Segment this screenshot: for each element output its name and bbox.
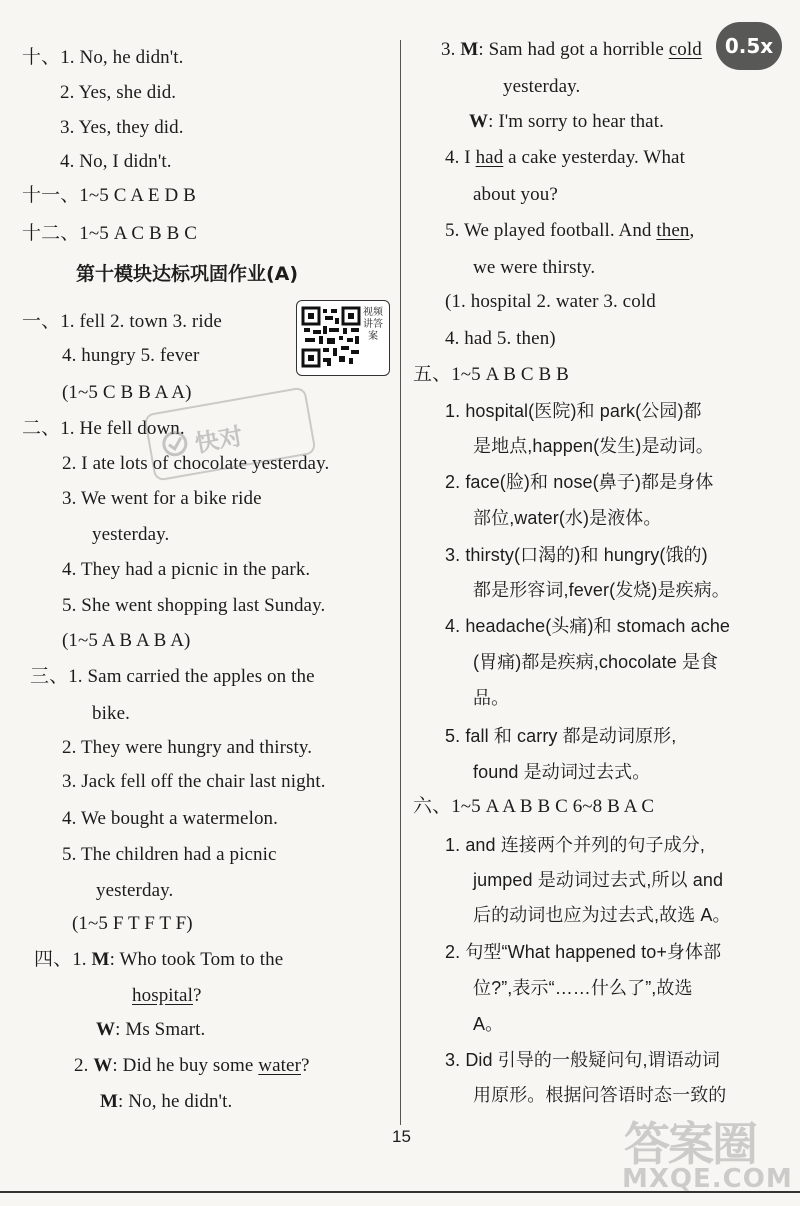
dialogue-line bbox=[445, 219, 694, 243]
dialogue-text: : I'm sorry to hear that. bbox=[488, 111, 664, 132]
answer-line: 2. I ate lots of chocolate yesterday. bbox=[62, 453, 330, 474]
explanation-line: 都是形容词,fever(发烧)是疾病。 bbox=[473, 580, 730, 600]
watermark-logo: 答案圈 bbox=[624, 1117, 756, 1171]
explanation-line: A。 bbox=[473, 1014, 504, 1034]
speaker: W bbox=[96, 1019, 116, 1040]
answer-line: (1. hospital 2. water 3. cold bbox=[445, 291, 656, 312]
speaker: M bbox=[460, 39, 479, 60]
dialogue-text: : Who took Tom to the bbox=[109, 949, 284, 970]
playback-speed-button[interactable]: 0.5x bbox=[716, 22, 782, 70]
bottom-rule bbox=[0, 1191, 800, 1193]
answer-line: 4. They had a picnic in the park. bbox=[62, 559, 311, 580]
answer-line: 3. We went for a bike ride bbox=[62, 488, 262, 509]
dialogue-line bbox=[74, 1054, 310, 1078]
dialogue-line: we were thirsty. bbox=[473, 257, 596, 278]
answer-line: 4. had 5. then) bbox=[445, 328, 556, 349]
dialogue-text: 4. I bbox=[445, 147, 476, 168]
dialogue-text: ? bbox=[192, 985, 202, 1006]
dialogue-text: 5. We played football. And bbox=[445, 220, 657, 241]
column-divider bbox=[400, 40, 401, 1125]
underlined-answer: hospital bbox=[132, 985, 193, 1006]
speaker: W bbox=[93, 1055, 113, 1076]
speaker: M bbox=[91, 949, 110, 970]
answer-line: 五、1~5 A B C B B bbox=[413, 364, 569, 385]
answer-line: 4. No, I didn't. bbox=[60, 151, 172, 172]
dialogue-text: a cake yesterday. What bbox=[503, 147, 685, 168]
answer-line: 3. Jack fell off the chair last night. bbox=[62, 771, 326, 792]
explanation-line: 3. Did 引导的一般疑问句,谓语动词 bbox=[445, 1050, 721, 1070]
qr-code-box[interactable] bbox=[296, 300, 390, 376]
dialogue-line bbox=[132, 984, 202, 1008]
answer-line: 5. The children had a picnic bbox=[62, 844, 277, 865]
explanation-line: 用原形。根据问答语时态一致的 bbox=[473, 1085, 727, 1105]
underlined-answer: water bbox=[258, 1055, 301, 1076]
item-number: 2. bbox=[74, 1055, 94, 1076]
answer-line: (1~5 A B A B A) bbox=[62, 630, 191, 651]
qr-code-icon bbox=[301, 306, 361, 368]
dialogue-line bbox=[100, 1090, 232, 1114]
explanation-line: 3. thirsty(口渴的)和 hungry(饿的) bbox=[445, 545, 708, 565]
explanation-line: 1. and 连接两个并列的句子成分, bbox=[445, 835, 705, 855]
answer-line: 4. hungry 5. fever bbox=[62, 345, 200, 366]
dialogue-line bbox=[96, 1018, 205, 1042]
explanation-line: found 是动词过去式。 bbox=[473, 762, 651, 782]
explanation-line: 位?”,表示“……什么了”,故选 bbox=[473, 978, 693, 998]
dialogue-line bbox=[441, 38, 702, 62]
explanation-line: jumped 是动词过去式,所以 and bbox=[473, 870, 724, 890]
answer-line: 十二、1~5 A C B B C bbox=[22, 223, 197, 244]
explanation-line: 2. face(脸)和 nose(鼻子)都是身体 bbox=[445, 472, 714, 492]
check-icon bbox=[159, 428, 191, 460]
section-heading: 第十模块达标巩固作业(A) bbox=[76, 263, 299, 285]
explanation-line: 是地点,happen(发生)是动词。 bbox=[473, 436, 714, 456]
item-number: 3. bbox=[441, 39, 461, 60]
underlined-answer: then bbox=[656, 220, 690, 241]
dialogue-line bbox=[445, 146, 685, 170]
explanation-line: 部位,water(水)是液体。 bbox=[473, 508, 662, 528]
dialogue-line: about you? bbox=[473, 184, 558, 205]
explanation-line: 后的动词也应为过去式,故选 A。 bbox=[473, 905, 731, 925]
explanation-line: 1. hospital(医院)和 park(公园)都 bbox=[445, 401, 702, 421]
watermark-url: MXQE.COM bbox=[622, 1164, 793, 1194]
speaker: M bbox=[100, 1091, 119, 1112]
answer-line: 三、1. Sam carried the apples on the bbox=[30, 666, 315, 687]
page-number: 15 bbox=[392, 1127, 411, 1146]
dialogue-text: : Ms Smart. bbox=[115, 1019, 206, 1040]
answer-line: 3. Yes, they did. bbox=[60, 117, 184, 138]
underlined-answer: cold bbox=[668, 39, 702, 60]
explanation-line: 2. 句型“What happened to+身体部 bbox=[445, 942, 722, 962]
dialogue-line: yesterday. bbox=[503, 76, 581, 97]
speaker: W bbox=[469, 111, 489, 132]
answer-line: bike. bbox=[92, 703, 130, 724]
answer-line: 六、1~5 A A B B C 6~8 B A C bbox=[413, 796, 655, 817]
explanation-line: 4. headache(头痛)和 stomach ache bbox=[445, 616, 731, 636]
answer-line: 十一、1~5 C A E D B bbox=[22, 185, 196, 206]
answer-line: yesterday. bbox=[92, 524, 170, 545]
site-watermark bbox=[618, 1108, 798, 1198]
dialogue-line bbox=[469, 110, 664, 134]
dialogue-text: : Did he buy some bbox=[112, 1055, 259, 1076]
answer-line: 4. We bought a watermelon. bbox=[62, 808, 278, 829]
answer-line: 2. They were hungry and thirsty. bbox=[62, 737, 313, 758]
dialogue-text: , bbox=[689, 220, 695, 241]
explanation-line: (胃痛)都是疾病,chocolate 是食 bbox=[473, 652, 719, 672]
dialogue-line bbox=[34, 948, 283, 972]
dialogue-text: ? bbox=[301, 1055, 310, 1076]
explanation-line: 5. fall 和 carry 都是动词原形, bbox=[445, 726, 677, 746]
answer-line: 5. She went shopping last Sunday. bbox=[62, 595, 326, 616]
explanation-line: 品。 bbox=[473, 688, 510, 708]
stamp-text: 快对 bbox=[192, 422, 245, 458]
answer-line: (1~5 F T F T F) bbox=[72, 913, 193, 934]
qr-caption: 视频讲答案 bbox=[363, 307, 383, 342]
answer-line: 一、1. fell 2. town 3. ride bbox=[22, 311, 222, 332]
item-number: 四、1. bbox=[34, 949, 92, 970]
dialogue-text: : No, he didn't. bbox=[118, 1091, 233, 1112]
underlined-answer: had bbox=[475, 147, 504, 168]
answer-line: 十、1. No, he didn't. bbox=[22, 47, 184, 68]
dialogue-text: : Sam had got a horrible bbox=[478, 39, 669, 60]
answer-line: 二、1. He fell down. bbox=[22, 418, 185, 439]
answer-line: (1~5 C B B A A) bbox=[62, 382, 192, 403]
answer-line: yesterday. bbox=[96, 880, 174, 901]
answer-line: 2. Yes, she did. bbox=[60, 82, 177, 103]
